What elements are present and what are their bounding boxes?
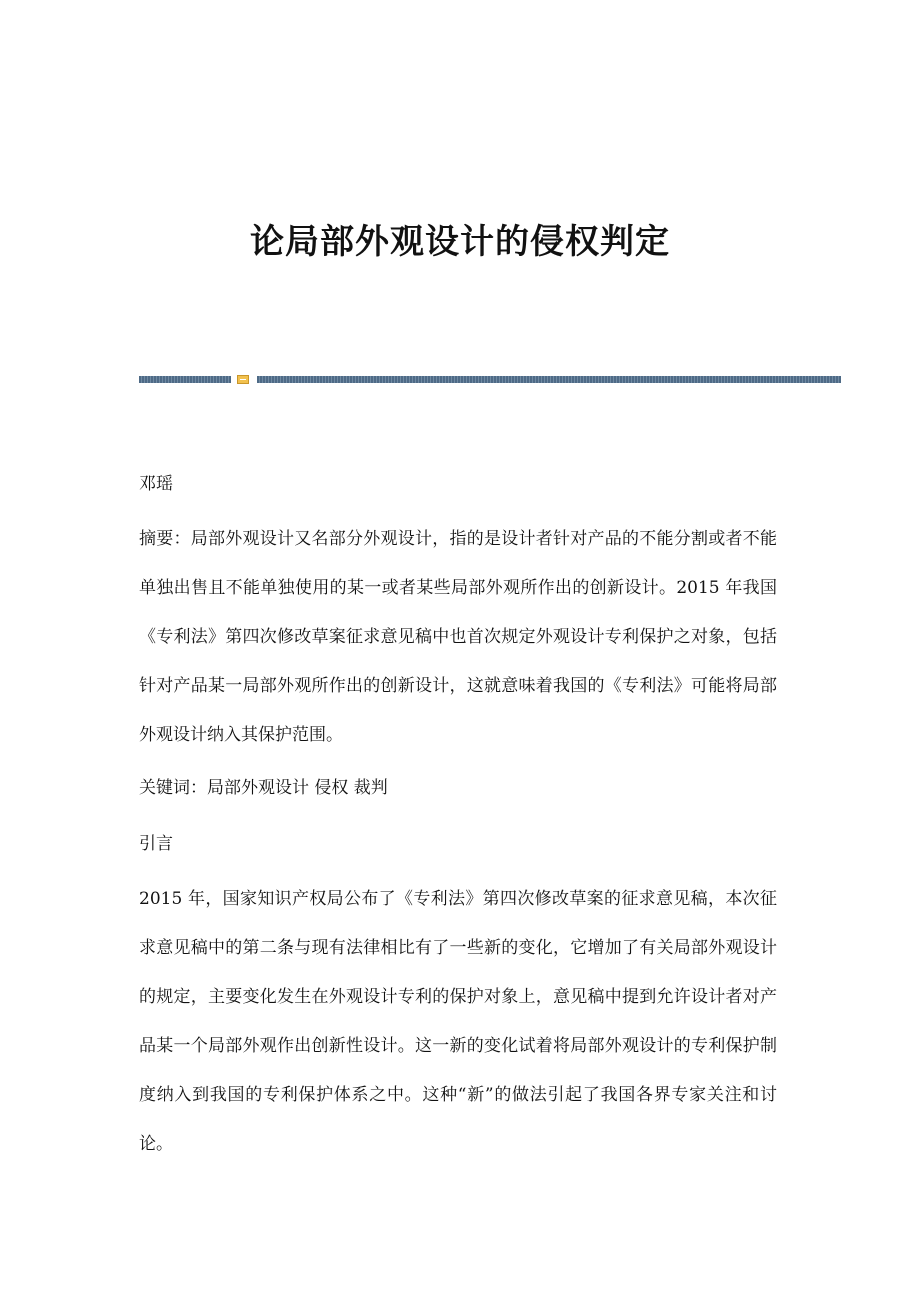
document-title: 论局部外观设计的侵权判定 [250, 222, 670, 262]
title-divider [139, 375, 841, 384]
intro-paragraph: 2015 年，国家知识产权局公布了《专利法》第四次修改草案的征求意见稿，本次征求意见稿中的第二条与现有法律相比有了一些新的变化，它增加了有关局部外观设计的规定，主要变化发生在外观设计专利的保护对象上，意见稿中提到允许设计者对产品某一个局部外观作出创新性设计。这一新的变化试着将局部外观设计的专利保护制度纳入到我国的专利保护体系之中。这种“新”的做法引起了我国各界专家关注和讨论。 [139, 889, 777, 1154]
divider-left-segment [139, 376, 231, 383]
divider-ornament-icon [237, 375, 249, 384]
abstract-paragraph: 摘要：局部外观设计又名部分外观设计，指的是设计者针对产品的不能分割或者不能单独出售且不能单独使用的某一或者某些局部外观所作出的创新设计。2015 年我国《专利法》第四次修改草案征求意见稿中也首次规定外观设计专利保护之对象，包括针对产品某一局部外观所作出的创新设计，这就意味着我国的《专利法》可能将局部外观设计纳入其保护范围。 [139, 529, 777, 745]
keywords-line: 关键词：局部外观设计 侵权 裁判 [139, 778, 388, 798]
divider-right-segment [257, 376, 841, 383]
author-name: 邓瑶 [139, 474, 173, 494]
section-heading: 引言 [139, 834, 173, 854]
